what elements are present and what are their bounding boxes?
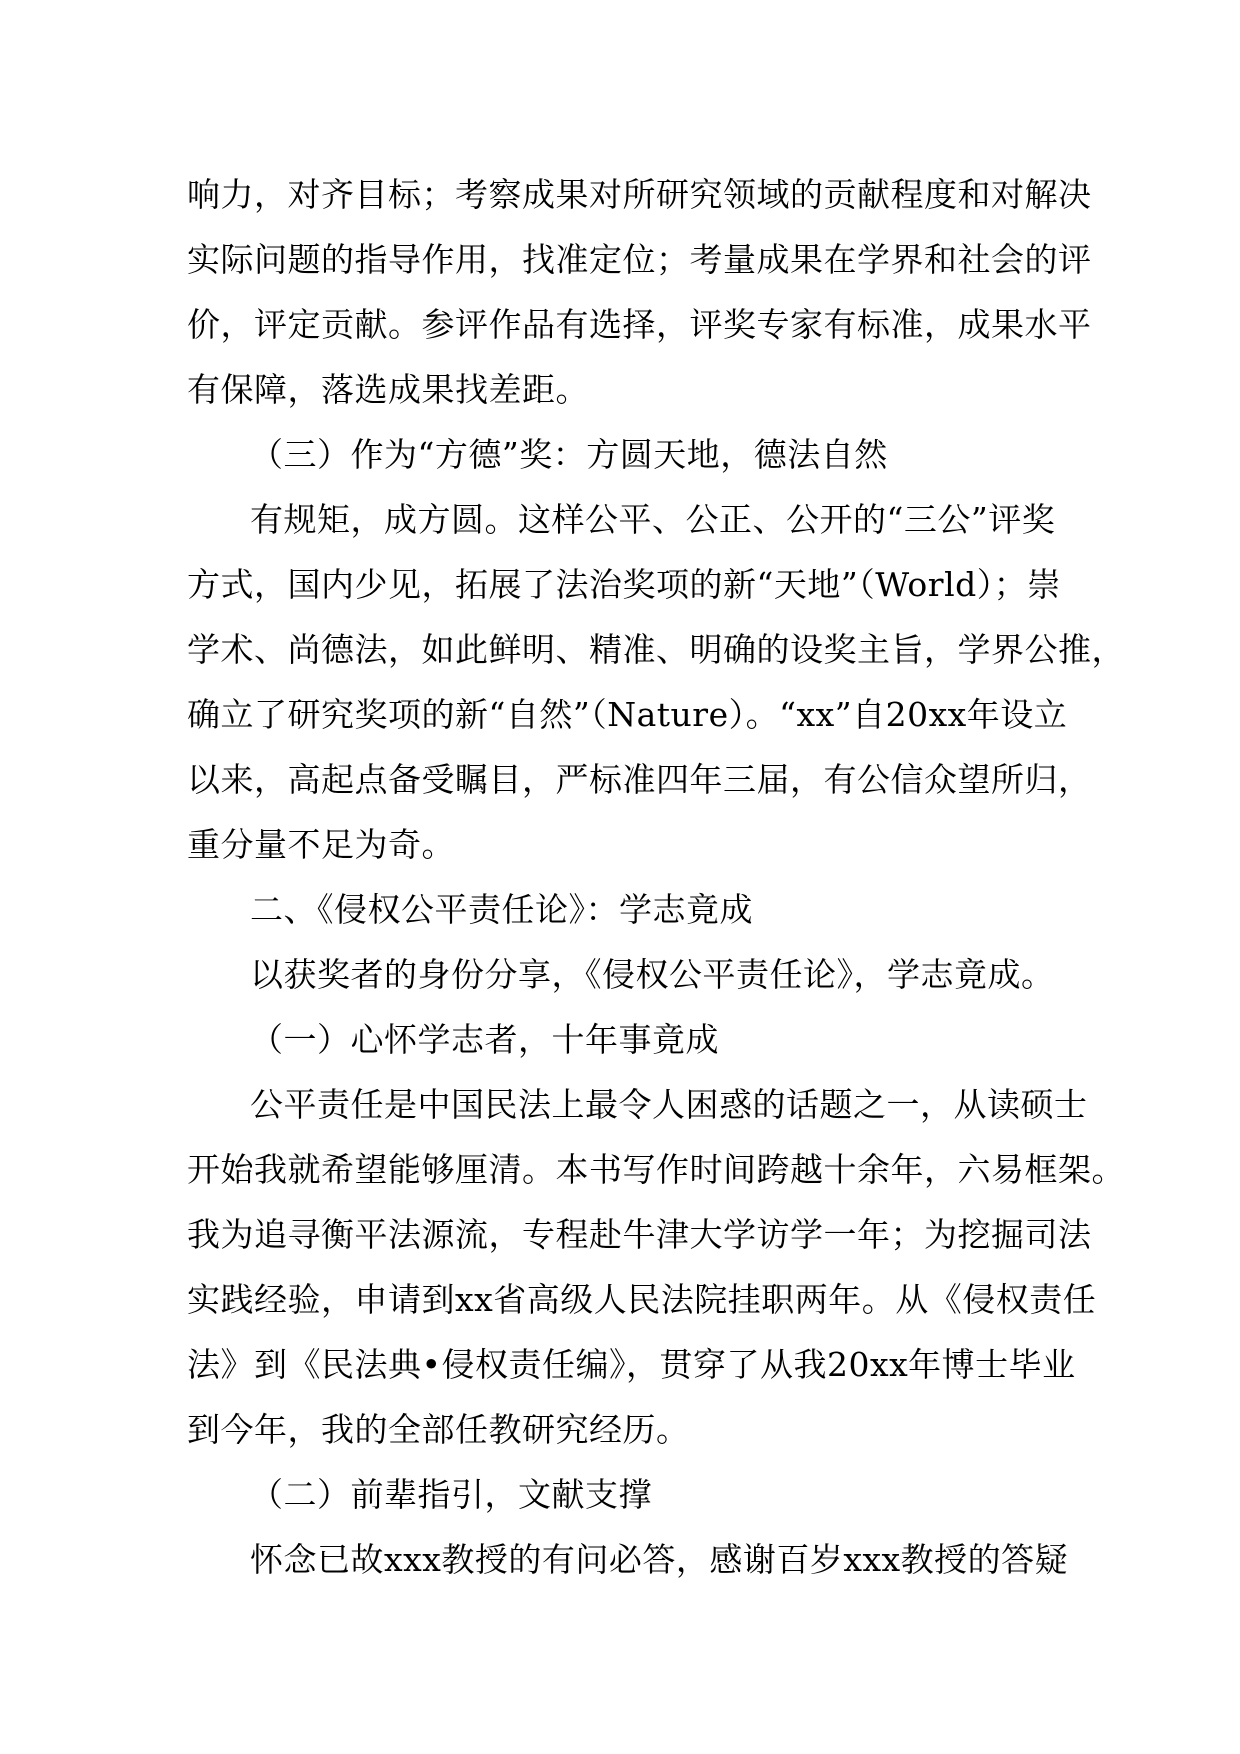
paragraph-line: 实践经验，申请到xx省高级人民法院挂职两年。从《侵权责任 [187,1280,1097,1319]
paragraph-line: 我为追寻衡平法源流，专程赴牛津大学访学一年；为挖掘司法 [187,1215,1092,1254]
paragraph-line: 确立了研究奖项的新“自然”（Nature）。“xx”自20xx年设立 [187,695,1068,734]
paragraph-line: 学术、尚德法，如此鲜明、精准、明确的设奖主旨，学界公推， [187,630,1125,669]
subheading: （一）心怀学志者，十年事竟成 [250,1020,719,1059]
paragraph-line: 重分量不足为奇。 [187,825,455,864]
subheading: （三）作为“方德”奖：方圆天地，德法自然 [250,435,888,474]
paragraph-line: 方式，国内少见，拓展了法治奖项的新“天地”（World）；崇 [187,565,1061,604]
paragraph-line: 响力，对齐目标；考察成果对所研究领域的贡献程度和对解决 [187,175,1092,214]
paragraph-line: 实际问题的指导作用，找准定位；考量成果在学界和社会的评 [187,240,1092,279]
paragraph-line: 怀念已故xxx教授的有问必答，感谢百岁xxx教授的答疑 [250,1540,1069,1579]
paragraph-line: 公平责任是中国民法上最令人困惑的话题之一，从读硕士 [250,1085,1088,1124]
subheading: （二）前辈指引，文献支撑 [250,1475,652,1514]
paragraph-line: 以来，高起点备受瞩目，严标准四年三届，有公信众望所归， [187,760,1092,799]
paragraph-line: 以获奖者的身份分享，《侵权公平责任论》，学志竟成。 [250,955,1055,994]
paragraph-line: 到今年，我的全部任教研究经历。 [187,1410,690,1449]
paragraph-line: 有规矩，成方圆。这样公平、公正、公开的“三公”评奖 [250,500,1056,539]
paragraph-line: 法》到《民法典•侵权责任编》，贯穿了从我20xx年博士毕业 [187,1345,1076,1384]
paragraph-line: 开始我就希望能够厘清。本书写作时间跨越十余年，六易框架。 [187,1150,1125,1189]
paragraph-line: 有保障，落选成果找差距。 [187,370,589,409]
section-heading: 二、《侵权公平责任论》：学志竟成 [250,890,753,929]
paragraph-line: 价，评定贡献。参评作品有选择，评奖专家有标准，成果水平 [187,305,1092,344]
